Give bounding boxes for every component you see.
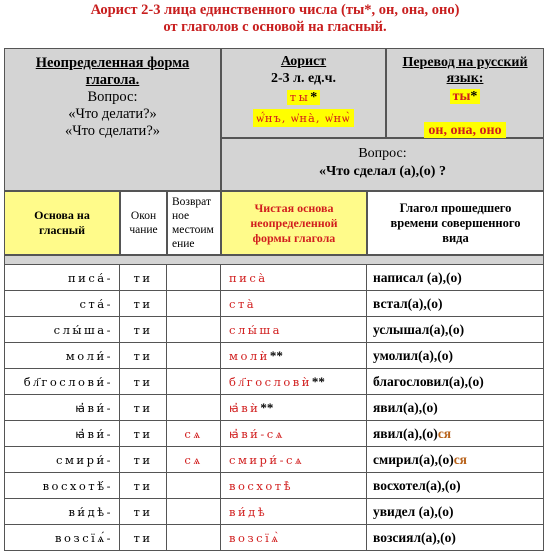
table-row	[4, 473, 544, 499]
pure-stem-text: ста̀	[229, 296, 257, 311]
infinitive-question-1: «Что делати?»	[68, 106, 157, 122]
grammar-table	[4, 48, 544, 553]
ending-text: ти	[133, 296, 153, 311]
reflexive-cell	[167, 291, 221, 317]
table-row	[4, 447, 544, 473]
stem-text: бл҃гослови́-	[23, 374, 113, 389]
table-row	[4, 343, 544, 369]
ending-cell	[120, 447, 167, 473]
past-verb-text: умолил(а),(о)	[373, 347, 453, 363]
reflexive-cell	[167, 499, 221, 525]
infinitive-title: Неопределенная форма глагола.	[35, 55, 190, 88]
aorist-ending-ty: ты	[289, 90, 311, 104]
stem-cell	[4, 395, 120, 421]
stem-cell	[4, 265, 120, 291]
ending-text: ти	[133, 426, 153, 441]
reflexive-cell	[167, 447, 221, 473]
ending-cell	[120, 369, 167, 395]
past-verb-text: восхотел(а),(о)	[373, 477, 461, 493]
col-header-ending-label: Окон чание	[129, 210, 158, 236]
pure-stem-cell	[221, 447, 367, 473]
title-line-2: от глаголов с основой на гласный.	[163, 19, 387, 35]
stem-cell	[4, 447, 120, 473]
col-header-reflexive	[167, 191, 221, 255]
ending-cell	[120, 317, 167, 343]
past-verb-text: услышал(а),(о)	[373, 321, 465, 337]
title-line-1: Аорист 2-3 лица единственного числа (ты*, он, она, оно)	[90, 2, 460, 18]
pure-stem-reflexive: сѧ	[266, 426, 285, 441]
past-verb-cell	[367, 525, 544, 551]
col-header-past-verb-label: Глагол прошедшего времени совершенного вида	[390, 200, 521, 245]
translation-header	[386, 48, 544, 138]
past-verb-cell	[367, 421, 544, 447]
pure-stem-text: слы́ша	[229, 322, 282, 337]
table-row	[4, 317, 544, 343]
pure-stem-cell	[221, 369, 367, 395]
pure-stem-text: ꙗ҆вѝ	[229, 400, 261, 415]
stem-text: пиcа́-	[67, 270, 113, 285]
aorist-endings-on: ѡ҆́нъ, ѡ҆на̀, ѡ҆нѡ̀	[253, 109, 355, 127]
past-verb-cell	[367, 395, 544, 421]
col-header-past-verb	[367, 191, 544, 255]
ending-text: ти	[133, 348, 153, 363]
reflexive-cell	[167, 473, 221, 499]
stem-text: моли́-	[65, 348, 113, 363]
pure-stem-cell	[221, 395, 367, 421]
pure-stem-cell	[221, 473, 367, 499]
reflexive-cell	[167, 343, 221, 369]
ending-cell	[120, 291, 167, 317]
stem-cell	[4, 525, 120, 551]
col-header-pure-stem	[221, 191, 367, 255]
past-verb-cell	[367, 499, 544, 525]
aorist-header	[221, 48, 386, 138]
table-row	[4, 421, 544, 447]
past-verb-cell	[367, 447, 544, 473]
pure-stem-cell	[221, 421, 367, 447]
ending-text: ти	[133, 452, 153, 467]
stem-cell	[4, 343, 120, 369]
question-text: «Что сделал (а),(о) ?	[319, 164, 446, 179]
pure-stem-text: писа̀	[229, 270, 268, 285]
pure-stem-reflexive: сѧ	[285, 452, 305, 467]
reflexive-cell	[167, 369, 221, 395]
stem-cell	[4, 369, 120, 395]
past-verb-cell	[367, 369, 544, 395]
stem-text: ви́дѣ-	[68, 504, 113, 519]
pure-stem-text: ви́дѣ	[229, 504, 268, 519]
stem-text: смири́-	[56, 452, 113, 467]
past-verb-text: встал(а),(о)	[373, 295, 443, 311]
translation-title: Перевод на русский язык:	[402, 55, 528, 86]
pure-stem-cell	[221, 265, 367, 291]
translation-ty-box	[450, 89, 481, 104]
ending-text: ти	[133, 504, 153, 519]
past-verb-cell	[367, 473, 544, 499]
col-header-stem	[4, 191, 120, 255]
past-verb-text: смирил(а),(о)	[373, 451, 454, 467]
pure-stem-cell	[221, 317, 367, 343]
pure-stem-cell	[221, 525, 367, 551]
stem-text: ста́-	[79, 296, 113, 311]
ending-text: ти	[133, 270, 153, 285]
pure-stem-cell	[221, 499, 367, 525]
ending-cell	[120, 525, 167, 551]
aorist-ty-mark: *	[310, 90, 318, 105]
pure-stem-text: молѝ	[229, 348, 270, 363]
table-row	[4, 265, 544, 291]
infinitive-header	[4, 48, 221, 191]
reflexive-text: сѧ	[184, 452, 203, 467]
reflexive-cell	[167, 421, 221, 447]
stem-cell	[4, 291, 120, 317]
col-header-reflexive-label: Возврат ное местоим ение	[172, 196, 214, 250]
ending-cell	[120, 265, 167, 291]
col-header-stem-label: Основа на гласный	[34, 208, 90, 237]
ending-cell	[120, 499, 167, 525]
question-label: Вопрос:	[358, 146, 407, 161]
pure-stem-text: смири́-	[229, 452, 286, 467]
past-verb-text: увидел (а),(о)	[373, 503, 454, 519]
past-verb-text: возсиял(а),(о)	[373, 529, 456, 545]
stem-cell	[4, 499, 120, 525]
ending-cell	[120, 473, 167, 499]
past-verb-cell	[367, 291, 544, 317]
reflexive-text: сѧ	[184, 426, 203, 441]
reflexive-cell	[167, 317, 221, 343]
ending-text: ти	[133, 374, 153, 389]
ending-cell	[120, 343, 167, 369]
ending-cell	[120, 421, 167, 447]
table-row	[4, 525, 544, 551]
spacer-row	[4, 255, 544, 265]
past-verb-sya: ся	[437, 425, 452, 441]
pure-stem-cell	[221, 343, 367, 369]
past-verb-cell	[367, 317, 544, 343]
ending-text: ти	[133, 400, 153, 415]
translation-on: он, она, оно	[424, 122, 505, 139]
col-header-ending	[120, 191, 167, 255]
stem-text: ꙗ҆ви́-	[75, 426, 113, 441]
infinitive-question-label: Вопрос:	[87, 89, 138, 105]
pure-stem-cell	[221, 291, 367, 317]
reflexive-cell	[167, 265, 221, 291]
past-verb-text: благословил(а),(о)	[373, 373, 484, 389]
reflexive-cell	[167, 525, 221, 551]
ending-text: ти	[133, 322, 153, 337]
stem-text: восхотѣ́-	[42, 478, 113, 493]
ending-text: ти	[133, 478, 153, 493]
table-row	[4, 369, 544, 395]
pure-stem-text: ꙗ҆ви́-	[229, 426, 267, 441]
aorist-title: Аорист	[280, 54, 327, 69]
reflexive-cell	[167, 395, 221, 421]
translation-ty-mark: *	[470, 89, 478, 104]
stem-text: возсїѧ́-	[55, 530, 113, 545]
pure-stem-text: бл҃гословѝ	[229, 374, 312, 389]
question-header	[221, 138, 544, 191]
stem-cell	[4, 421, 120, 447]
stem-cell	[4, 317, 120, 343]
past-verb-sya: ся	[453, 451, 467, 467]
ending-text: ти	[133, 530, 153, 545]
stem-text: ꙗ҆ви́-	[75, 400, 113, 415]
past-verb-text: явил(а),(о)	[373, 399, 438, 415]
table-row	[4, 395, 544, 421]
col-header-pure-stem-label: Чистая основа неопределенной формы глагола	[250, 200, 338, 245]
aorist-ending-ty-box	[287, 90, 321, 105]
table-row	[4, 291, 544, 317]
pure-stem-text: восхотѣ̀	[229, 478, 294, 493]
stem-text: слы́ша-	[53, 322, 113, 337]
ending-cell	[120, 395, 167, 421]
past-verb-cell	[367, 343, 544, 369]
stem-cell	[4, 473, 120, 499]
translation-ty: ты	[452, 89, 471, 104]
past-verb-cell	[367, 265, 544, 291]
pure-stem-mark: **	[269, 347, 283, 363]
pure-stem-text: возсїѧ̀	[229, 530, 281, 545]
pure-stem-mark: **	[311, 373, 325, 389]
infinitive-question-2: «Что сделати?»	[64, 123, 161, 139]
past-verb-text: явил(а),(о)	[373, 425, 438, 441]
aorist-subtitle: 2-3 л. ед.ч.	[270, 71, 337, 86]
table-row	[4, 499, 544, 525]
pure-stem-mark: **	[260, 399, 274, 415]
past-verb-text: написал (а),(о)	[373, 269, 462, 285]
